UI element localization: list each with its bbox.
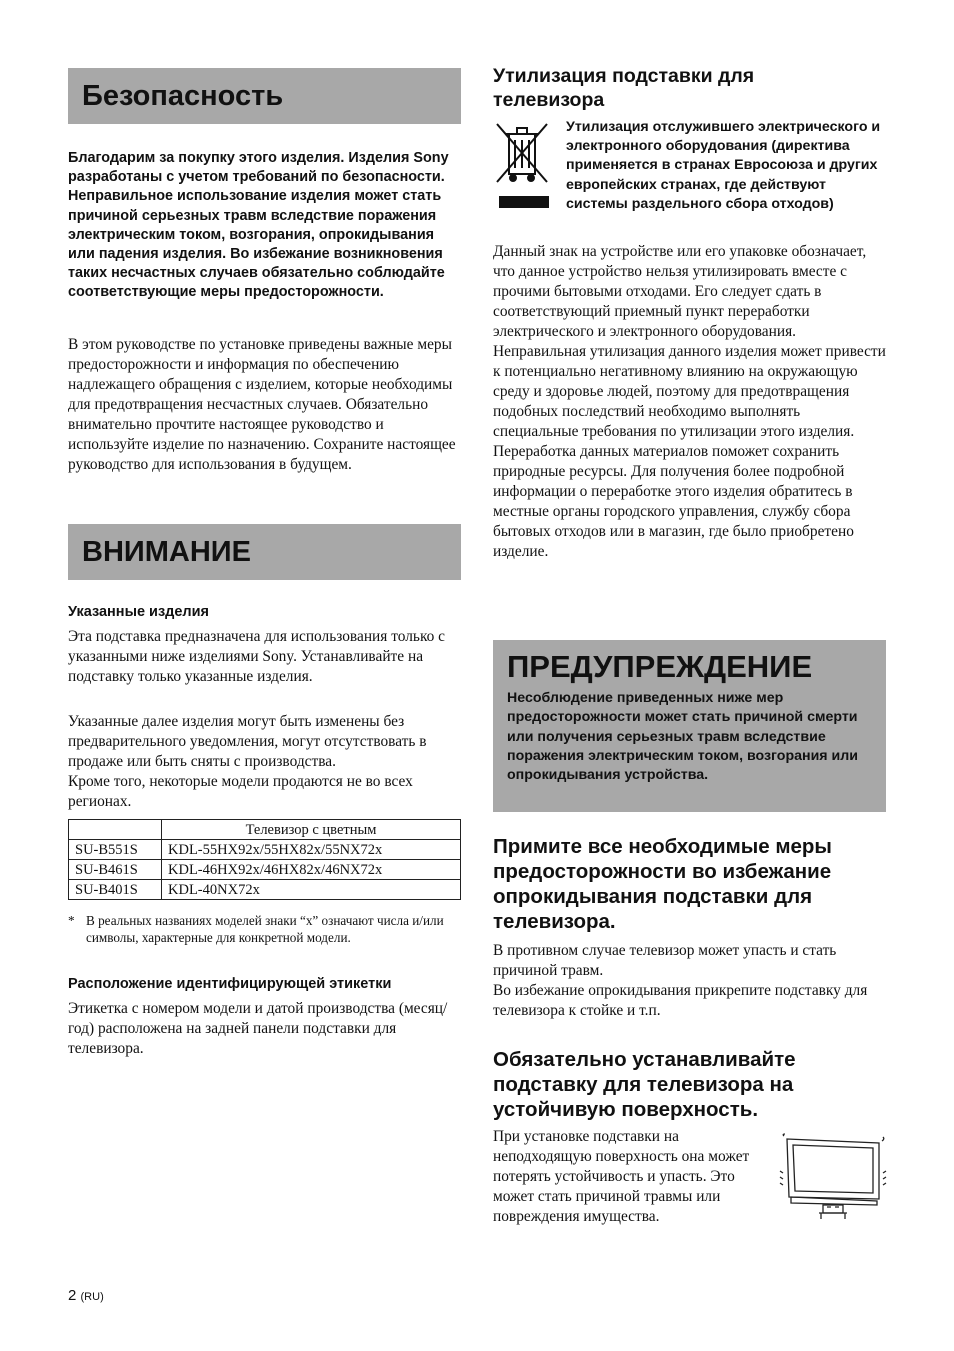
tipover-paragraph-2: Во избежание опрокидывания прикрепите подставку для телевизора к стойке и т.п. [493, 982, 868, 1019]
crossed-bin-icon [493, 120, 553, 212]
table-cell-tv: KDL-40NX72x [162, 880, 461, 900]
warning-text: Несоблюдение приведенных ниже мер предосторожности может стать причиной смерти или получения серьезных травм вследствие поражения электрическим током, возгорания или опрокидывания устройства. [507, 690, 858, 784]
models-table [68, 819, 461, 900]
label-body: Этикетка с номером модели и датой производства (месяц/год) расположена на задней панели подставки для телевизора. [68, 1000, 448, 1057]
table-cell-tv: KDL-46HX92x/46HX82x/46NX72x [162, 860, 461, 880]
disposal-body: Данный знак на устройстве или его упаковке обозначает, что данное устройство нельзя утилизировать вместе с прочими бытовыми отходами. Его следует сдать в соответствующий приемный пункт переработки электрического и электронного оборудования. Неправильная утилизация данного изделия может привести к потенциально негативному влиянию на окружающую среду и здоровье людей, поэтому для предотвращения подобных последствий необходимо выполнять специальные требования по утилизации этого изделия. Переработка данных материалов поможет сохранить природные ресурсы. Для получения более подробной информации о переработке этого изделия обратитесь в местные органы городского управления, службу сбора бытовых отходов или в магазин, где было приобретено изделие. [493, 243, 886, 560]
tv-on-stand-illustration [779, 1133, 889, 1223]
table-header-row [69, 820, 461, 840]
products-heading: Указанные изделия [68, 604, 210, 620]
safety-lead: Благодарим за покупку этого изделия. Изделия Sony разработаны с учетом требований по безопасности. Неправильное использование изделия может стать причиной серьезных травм вследствие поражения электрическим током, возгорания, опрокидывания или падения изделия. Во избежание возникновения таких несчастных случаев обязательно соблюдайте соответствующие меры предосторожности. [68, 150, 449, 301]
products-paragraph-1: Эта подставка предназначена для использования только с указанными ниже изделиями Sony. Устанавливайте на подставку только указанные изделия. [68, 628, 446, 685]
table-cell-tv: KDL-55HX92x/55HX82x/55NX72x [162, 840, 461, 860]
footnote-text: В реальных названиях моделей знаки “x” означают числа и/или символы, характерные для конкретной модели. [86, 913, 444, 945]
page-language: (RU) [80, 1291, 104, 1303]
table-row [69, 840, 461, 860]
stable-body: При установке подставки на неподходящую поверхность она может потерять устойчивость и упасть. Это может стать причиной травмы или повреждения имущества. [493, 1128, 750, 1225]
table-cell-stand: SU-B461S [69, 860, 162, 880]
table-row [69, 860, 461, 880]
table-row [69, 880, 461, 900]
attention-title: ВНИМАНИЕ [82, 536, 251, 568]
table-header-empty [69, 820, 162, 840]
safety-banner [68, 68, 461, 124]
warning-title: ПРЕДУПРЕЖДЕНИЕ [507, 649, 813, 684]
disposal-title: Утилизация подставки для телевизора [493, 65, 755, 111]
weee-caption: Утилизация отслужившего электрического и электронного оборудования (директива применяется в странах Евросоюза и других европейских странах, где действуют системы раздельного сбора отходов) [566, 119, 881, 212]
footnote-mark: * [68, 913, 75, 928]
products-paragraph-2: Указанные далее изделия могут быть изменены без предварительного уведомления, могут отсутствовать в продаже или быть сняты с производства. [68, 713, 427, 770]
safety-body: В этом руководстве по установке приведены важные меры предосторожности и информация по обеспечению надлежащего обращения с изделием, которые необходимы для предотвращения несчастных случаев. Обязательно внимательно прочтите настоящее руководство и используйте изделие по назначению. Сохраните настоящее руководство для использования в будущем. [68, 336, 456, 473]
label-heading: Расположение идентифицирующей этикетки [68, 976, 392, 992]
stable-heading: Обязательно устанавливайте подставку для телевизора на устойчивую поверхность. [493, 1048, 796, 1121]
table-header: Телевизор с цветным [162, 820, 461, 840]
tipover-heading: Примите все необходимые меры предосторожности во избежание опрокидывания подставки для телевизора. [493, 835, 832, 933]
safety-title: Безопасность [82, 80, 284, 112]
warning-banner [493, 640, 886, 812]
tipover-paragraph-1: В противном случае телевизор может упасть и стать причиной травм. [493, 942, 837, 979]
page-number-value: 2 [68, 1287, 77, 1304]
products-paragraph-3: Кроме того, некоторые модели продаются не во всех регионах. [68, 773, 413, 810]
table-cell-stand: SU-B551S [69, 840, 162, 860]
attention-banner [68, 524, 461, 580]
table-cell-stand: SU-B401S [69, 880, 162, 900]
page-number [68, 1287, 104, 1304]
